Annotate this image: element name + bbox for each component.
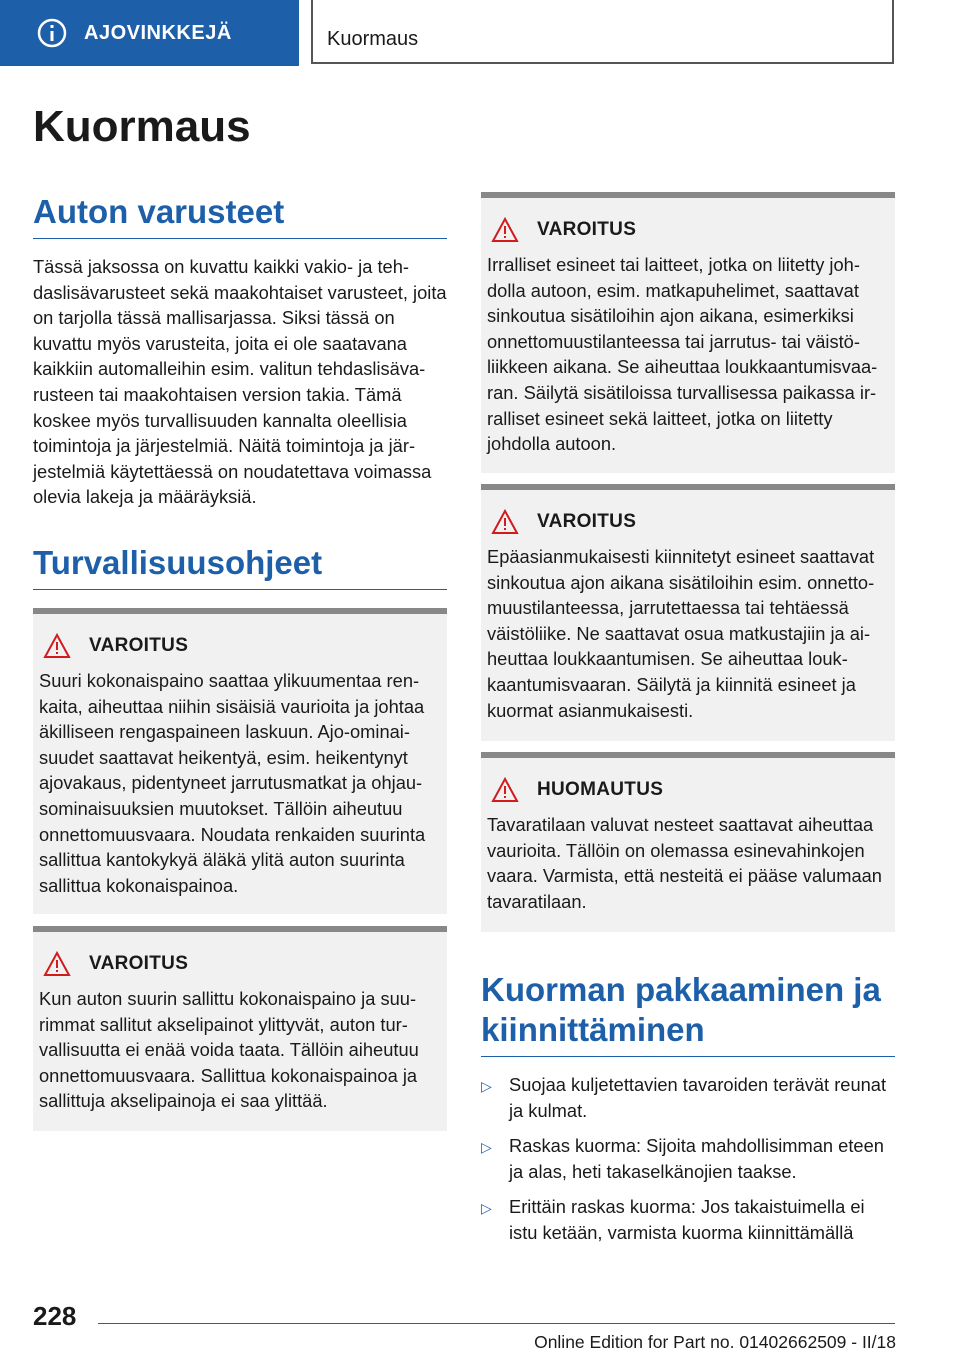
page-title: Kuormaus — [33, 102, 251, 151]
list-item — [481, 1194, 895, 1245]
warning-triangle-icon — [43, 951, 71, 977]
section-heading-safety: Turvallisuusohjeet — [33, 543, 447, 590]
triangle-bullet-icon: ▷ — [481, 1200, 492, 1217]
list-item — [481, 1133, 895, 1184]
warning-box — [33, 608, 447, 914]
footer-edition-text: Online Edition for Part no. 01402662509 - II/18 — [534, 1332, 896, 1352]
warning-title: VAROITUS — [537, 511, 637, 532]
warning-triangle-icon — [43, 633, 71, 659]
warning-triangle-icon — [491, 509, 519, 535]
warning-text: Kun auton suurin sallittu kokonaispaino ja suurimmat sallitut akselipainot ylittyvät, auton turvallisuutta ei enää voida taata. Tällöin aiheutuu onnettomuusvaara. Sallittua kokonaispainoa ja sallittuja akselipainoja ei saa ylittää. — [39, 988, 419, 1112]
list-item — [481, 1072, 895, 1123]
notice-title: HUOMAUTUS — [537, 779, 664, 800]
warning-triangle-icon — [491, 217, 519, 243]
notice-text: Tavaratilaan valuvat nesteet saattavat aiheuttaa vaurioita. Tällöin on olemassa esinevahinkojen vaara. Varmista, että nesteitä ei pääse valumaan tavaratilaan. — [487, 814, 882, 912]
list-item-text: Suojaa kuljetettavien tavaroiden terävät reunat ja kulmat. — [509, 1074, 887, 1121]
info-icon — [36, 17, 68, 49]
section-heading-equipment: Auton varusteet — [33, 192, 447, 239]
warning-text: Irralliset esineet tai laitteet, jotka on liitetty johdolla autoon, esim. matkapuhelimet, saattavat sinkoutua sisätiloihin ajon aikana, esimerkiksi onnettomuustilanteessa tai jarrutus- tai väistöliikkeen aikana. Se aiheuttaa loukkaantumisvaaran. Säilytä sisätiloissa turvallisessa paikassa irralliset esineet sekä laitteet, jotka on liitetty johdolla autoon. — [487, 254, 878, 455]
equipment-paragraph: Tässä jaksossa on kuvattu kaikki vakio- ja tehdaslisävarusteet sekä maakohtaiset varusteet, joita on tarjolla tässä mallisarjassa. Siksi tässä on kuvattu myös varusteita, joita ei ole saatavana kaikkiin automalleihin esim. valitun tehdaslisävarusteen tai maakohtaisen version takia. Tämä koskee myös turvallisuuden kannalta oleellisia toimintoja ja järjestelmiä. Näitä toimintoja ja järjestelmiä käytettäessä on noudatettava voimassa olevia lakeja ja määräyksiä. — [33, 256, 447, 508]
packing-bullet-list — [481, 1072, 895, 1256]
warning-title: VAROITUS — [89, 635, 189, 656]
triangle-bullet-icon: ▷ — [481, 1139, 492, 1156]
warning-box — [33, 926, 447, 1131]
warning-title: VAROITUS — [537, 219, 637, 240]
warning-text: Epäasianmukaisesti kiinnitetyt esineet saattavat sinkoutua ajon aikana sisätiloihin esim. onnettomuustilanteessa, jarrutettaessa tai tehtäessä väistöliike. Ne saattavat osua matkustajiin ja aiheuttaa loukkaantumisen. Se aiheuttaa loukkaantumisvaaran. Säilytä ja kiinnitä esineet ja kuormat asianmukaisesti. — [487, 546, 875, 721]
warning-triangle-icon — [491, 777, 519, 803]
warning-box — [481, 484, 895, 741]
list-item-text: Erittäin raskas kuorma: Jos takaistuimella ei istu ketään, varmista kuorma kiinnittämällä — [509, 1196, 865, 1243]
footer-divider — [98, 1323, 895, 1324]
warning-text: Suuri kokonaispaino saattaa ylikuumentaa renkaita, aiheuttaa niihin sisäisiä vaurioita ja johtaa äkilliseen rengaspaineen laskuun. Ajo-ominaisuudet saattavat heikentyä, esim. heikentynyt ajovakaus, pidentyneet jarrutusmatkat ja ohjausominaisuuksien muutokset. Tällöin aiheutuu onnettomuusvaara. Noudata renkaiden suurinta sallittua kantokykyä äläkä ylitä auton suurinta sallittua kokonaispainoa. — [39, 670, 426, 896]
triangle-bullet-icon: ▷ — [481, 1078, 492, 1094]
header-section-tab[interactable] — [0, 0, 299, 66]
list-item-text: Raskas kuorma: Sijoita mahdollisimman eteen ja alas, heti takaselkänojien taakse. — [509, 1135, 884, 1182]
page-number: 228 — [33, 1301, 77, 1331]
warning-box — [481, 192, 895, 473]
warning-title: VAROITUS — [89, 953, 189, 974]
header-chapter-box — [311, 0, 894, 64]
header-chapter-label: Kuormaus — [327, 28, 419, 50]
section-heading-packing: Kuorman pakkaaminen ja kiinnittäminen — [481, 970, 895, 1057]
header-section-label: AJOVINKKEJÄ — [84, 21, 232, 44]
notice-box — [481, 752, 895, 932]
